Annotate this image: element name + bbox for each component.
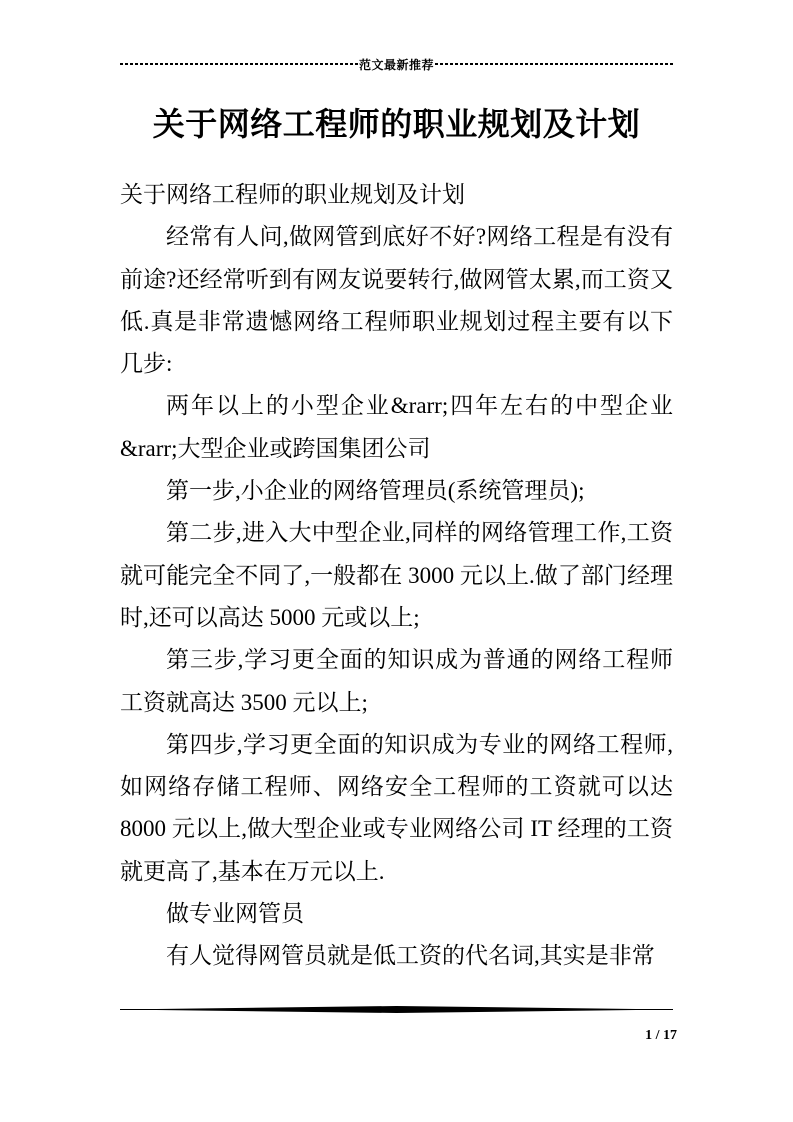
header-dash-rule-right — [435, 63, 673, 65]
paragraph: 做专业网管员 — [166, 901, 304, 927]
paragraph: 两年以上的小型企业&rarr;四年左右的中型企业&rarr;大型企业或跨国集团公司 — [120, 393, 673, 461]
page-header — [120, 54, 673, 74]
paragraph: 第一步,小企业的网络管理员(系统管理员); — [166, 478, 585, 504]
paragraph: 第二步,进入大中型企业,同样的网络管理工作,工资就可能完全不同了,一般都在 3000 元以上.做了部门经理时,还可以高达 5000 元或以上; — [120, 520, 673, 630]
footer-rule — [120, 1005, 673, 1014]
page-number: 1 / 17 — [645, 1028, 677, 1043]
header-dash-rule-left — [120, 63, 358, 65]
paragraph: 第三步,学习更全面的知识成为普通的网络工程师工资就高达 3500 元以上; — [120, 647, 673, 715]
paragraph: 第四步,学习更全面的知识成为专业的网络工程师,如网络存储工程师、网络安全工程师的工资就可以达 8000 元以上,做大型企业或专业网络公司 IT 经理的工资就更高了,基本在万元以上. — [120, 731, 673, 884]
header-label: 范文最新推荐 — [359, 57, 435, 72]
document-title: 关于网络工程师的职业规划及计划 — [152, 106, 641, 142]
paragraph: 有人觉得网管员就是低工资的代名词,其实是非常 — [166, 943, 655, 969]
paragraph-heading-line: 关于网络工程师的职业规划及计划 — [120, 182, 465, 207]
document-body — [120, 174, 673, 978]
paragraph: 经常有人问,做网管到底好不好?网络工程是有没有前途?还经常听到有网友说要转行,做网管太累,而工资又低.真是非常遗憾网络工程师职业规划过程主要有以下几步: — [120, 224, 673, 377]
